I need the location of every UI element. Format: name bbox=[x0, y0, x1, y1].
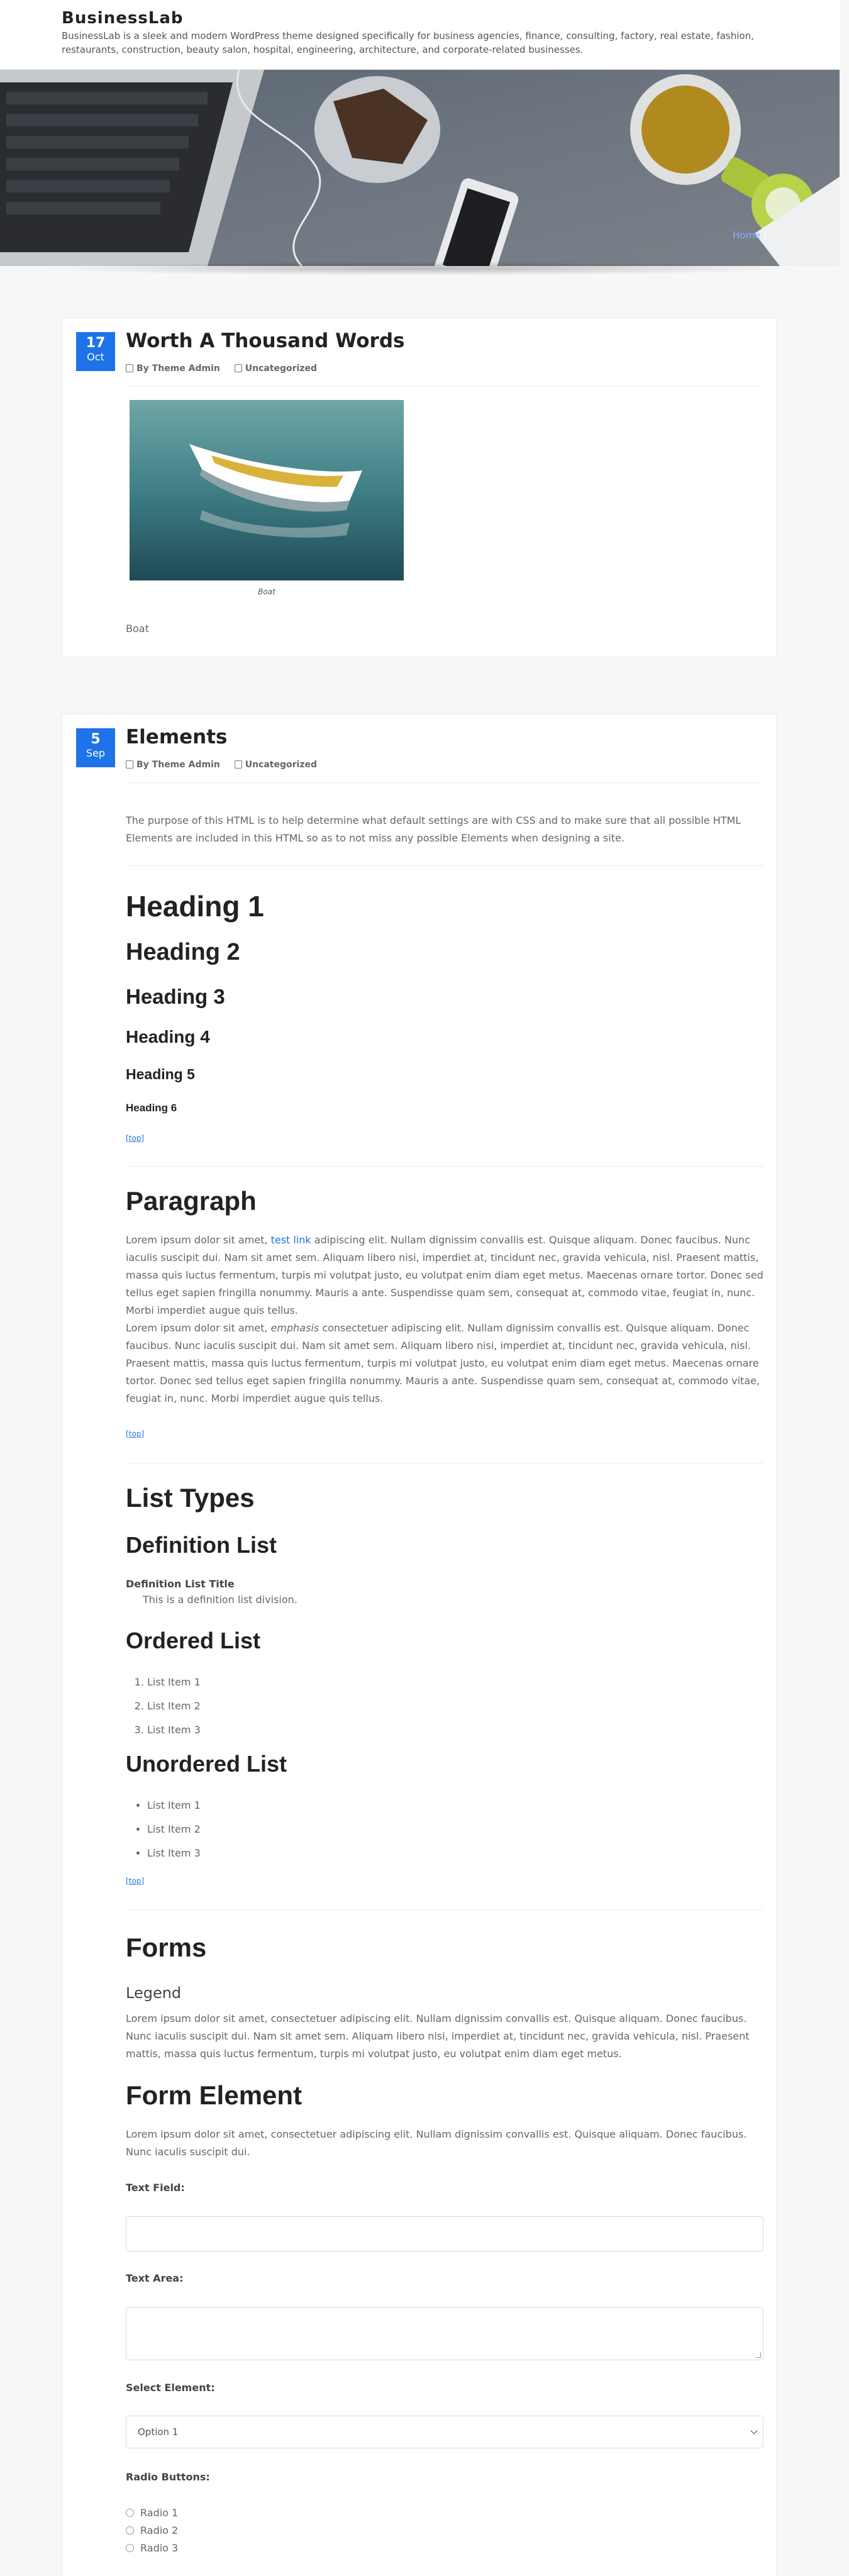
text-area-input[interactable] bbox=[126, 2307, 763, 2360]
text-field-label: Text Field: bbox=[126, 2182, 185, 2194]
post-card-worth-a-thousand-words bbox=[62, 318, 777, 657]
paragraph-heading: Paragraph bbox=[126, 1186, 257, 1216]
select-label: Select Element: bbox=[126, 2382, 215, 2394]
resize-handle-icon[interactable] bbox=[755, 2352, 761, 2358]
category-meta bbox=[235, 364, 317, 374]
radio-option-2[interactable] bbox=[126, 2524, 178, 2536]
list-item: 3. List Item 3 bbox=[147, 1718, 201, 1742]
hero-shadow bbox=[38, 262, 802, 275]
definition-term: Definition List Title bbox=[126, 1578, 235, 1590]
post-date-day: 17 bbox=[86, 335, 106, 351]
radio-label: Radio 1 bbox=[140, 2507, 179, 2519]
boat-image[interactable] bbox=[130, 400, 404, 580]
paragraph-2-start: Lorem ipsum dolor sit amet, bbox=[126, 1322, 271, 1334]
definition-list-heading: Definition List bbox=[126, 1532, 277, 1558]
radio-label: Radio 3 bbox=[140, 2542, 179, 2554]
ordered-list bbox=[147, 1670, 201, 1742]
meta-divider bbox=[126, 386, 762, 387]
hero-banner bbox=[0, 70, 840, 266]
forms-heading: Forms bbox=[126, 1933, 207, 1962]
back-to-top-link[interactable]: [top] bbox=[126, 1134, 145, 1143]
unordered-list-heading: Unordered List bbox=[126, 1751, 287, 1777]
paragraph-2 bbox=[126, 1319, 763, 1407]
radio-circle-icon[interactable] bbox=[126, 2544, 134, 2552]
post-meta bbox=[126, 364, 317, 374]
post-date-month: Oct bbox=[87, 351, 104, 363]
list-types-heading: List Types bbox=[126, 1483, 255, 1513]
radio-circle-icon[interactable] bbox=[126, 2526, 134, 2534]
form-element-paragraph: Lorem ipsum dolor sit amet, consectetuer adipiscing elit. Nullam dignissim convallis est. Quisque aliquam. Donec faucibus. Nunc iaculis suscipit dui. bbox=[126, 2128, 747, 2158]
post-category[interactable]: Uncategorized bbox=[245, 364, 318, 374]
site-description: BusinessLab is a sleek and modern WordPress theme designed specifically for business agencies, finance, consulting, factory, real estate, fashion, restaurants, construction, beauty salon, hospital, engineering, architecture, and corporate-related businesses. bbox=[62, 30, 754, 55]
list-item: • List Item 2 bbox=[147, 1818, 201, 1841]
ordered-list-heading: Ordered List bbox=[126, 1628, 261, 1653]
folder-icon bbox=[235, 364, 242, 372]
paragraph-1-end: adipiscing elit. Nullam dignissim convallis est. Quisque aliquam. Donec faucibus. Nunc iaculis suscipit dui. Nam sit amet sem. Aliquam libero nisi, imperdiet at, tincidunt nec, gravida vehicula, nisl. Praesent mattis, massa quis luctus fermentum, turpis mi volutpat justo, eu volutpat enim diam eget metus. Maecenas ornare tortor. Donec sed tellus eget sapien fringilla nonummy. Mauris a ante. Suspendisse quam sem, consequat at, commodo vitae, feugiat in, nunc. Morbi imperdiet augue quis tellus. bbox=[126, 1234, 763, 1316]
category-meta bbox=[235, 760, 317, 770]
emphasis-text: emphasis bbox=[270, 1322, 319, 1334]
section-divider bbox=[126, 1909, 763, 1910]
post-date-month: Sep bbox=[86, 747, 106, 759]
back-to-top-link[interactable]: [top] bbox=[126, 1877, 145, 1885]
post-title[interactable]: Elements bbox=[126, 726, 228, 748]
post-category[interactable]: Uncategorized bbox=[245, 760, 318, 770]
meta-divider bbox=[126, 782, 762, 783]
author-meta bbox=[126, 364, 220, 374]
chevron-down-icon bbox=[750, 2427, 757, 2434]
image-caption: Boat bbox=[258, 587, 275, 596]
post-date-badge bbox=[76, 728, 115, 767]
radio-option-3[interactable] bbox=[126, 2542, 178, 2554]
user-icon bbox=[126, 760, 133, 769]
list-item: • List Item 3 bbox=[147, 1841, 201, 1865]
form-element-heading: Form Element bbox=[126, 2080, 302, 2110]
heading-2: Heading 2 bbox=[126, 939, 240, 965]
post-author[interactable]: By Theme Admin bbox=[136, 364, 220, 374]
post-meta bbox=[126, 760, 317, 770]
paragraph-1-start: Lorem ipsum dolor sit amet, bbox=[126, 1234, 271, 1246]
radio-option-1[interactable] bbox=[126, 2507, 178, 2519]
post-date-badge bbox=[76, 332, 115, 371]
post-author[interactable]: By Theme Admin bbox=[136, 760, 220, 770]
test-link[interactable]: test link bbox=[270, 1234, 311, 1246]
radio-buttons-label: Radio Buttons: bbox=[126, 2471, 210, 2483]
site-header bbox=[0, 0, 840, 70]
text-field-input[interactable] bbox=[126, 2216, 763, 2251]
site-title[interactable]: BusinessLab bbox=[62, 9, 184, 28]
breadcrumb-separator: / bbox=[763, 230, 767, 241]
heading-4: Heading 4 bbox=[126, 1027, 210, 1046]
unordered-list bbox=[147, 1794, 201, 1865]
back-to-top-link[interactable]: [top] bbox=[126, 1430, 145, 1438]
form-legend: Legend bbox=[126, 1984, 182, 2002]
author-meta bbox=[126, 760, 220, 770]
definition-description: This is a definition list division. bbox=[143, 1594, 297, 1606]
folder-icon bbox=[235, 760, 242, 769]
list-item: 1. List Item 1 bbox=[147, 1670, 201, 1694]
select-value: Option 1 bbox=[138, 2426, 179, 2438]
post-card-elements bbox=[62, 714, 777, 2576]
list-item: • List Item 1 bbox=[147, 1794, 201, 1818]
section-divider bbox=[126, 1166, 763, 1167]
hero-desk-photo bbox=[0, 70, 840, 266]
paragraph-1 bbox=[126, 1231, 763, 1319]
post-excerpt: Boat bbox=[126, 623, 149, 635]
legend-paragraph: Lorem ipsum dolor sit amet, consectetuer adipiscing elit. Nullam dignissim convallis est. Quisque aliquam. Donec faucibus. Nunc iaculis suscipit dui. Nam sit amet sem. Aliquam libero nisi, imperdiet at, tincidunt nec, gravida vehicula, nisl. Praesent mattis, massa quis luctus fermentum, turpis mi volutpat justo, eu volutpat enim diam eget metus. bbox=[126, 2012, 750, 2060]
heading-1: Heading 1 bbox=[126, 890, 264, 923]
radio-label: Radio 2 bbox=[140, 2524, 179, 2536]
radio-circle-icon[interactable] bbox=[126, 2509, 134, 2517]
post-title[interactable]: Worth A Thousand Words bbox=[126, 330, 405, 352]
breadcrumb-home-link[interactable]: Home bbox=[733, 230, 761, 241]
list-item: 2. List Item 2 bbox=[147, 1694, 201, 1718]
post-date-day: 5 bbox=[91, 731, 101, 747]
heading-5: Heading 5 bbox=[126, 1066, 195, 1082]
heading-3: Heading 3 bbox=[126, 985, 225, 1008]
breadcrumb bbox=[733, 230, 767, 241]
paragraph-2-end: consectetuer adipiscing elit. Nullam dignissim convallis est. Quisque aliquam. Donec faucibus. Nunc iaculis suscipit dui. Nam sit amet sem. Aliquam libero nisi, imperdiet at, tincidunt nec, gravida vehicula, nisl. Praesent mattis, massa quis luctus fermentum, turpis mi volutpat justo, eu volutpat enim diam eget metus. Maecenas ornare tortor. Donec sed tellus eget sapien fringilla nonummy. Mauris a ante. Suspendisse quam sem, consequat at, commodo vitae, feugiat in, nunc. Morbi imperdiet augue quis tellus. bbox=[126, 1322, 760, 1404]
select-dropdown[interactable] bbox=[126, 2416, 763, 2448]
section-divider bbox=[126, 865, 763, 866]
user-icon bbox=[126, 364, 133, 372]
intro-paragraph: The purpose of this HTML is to help determine what default settings are with CSS and to make sure that all possible HTML Elements are included in this HTML so as to not miss any possible Elements when designing a site. bbox=[126, 814, 741, 844]
heading-6: Heading 6 bbox=[126, 1102, 177, 1114]
text-area-label: Text Area: bbox=[126, 2272, 184, 2284]
